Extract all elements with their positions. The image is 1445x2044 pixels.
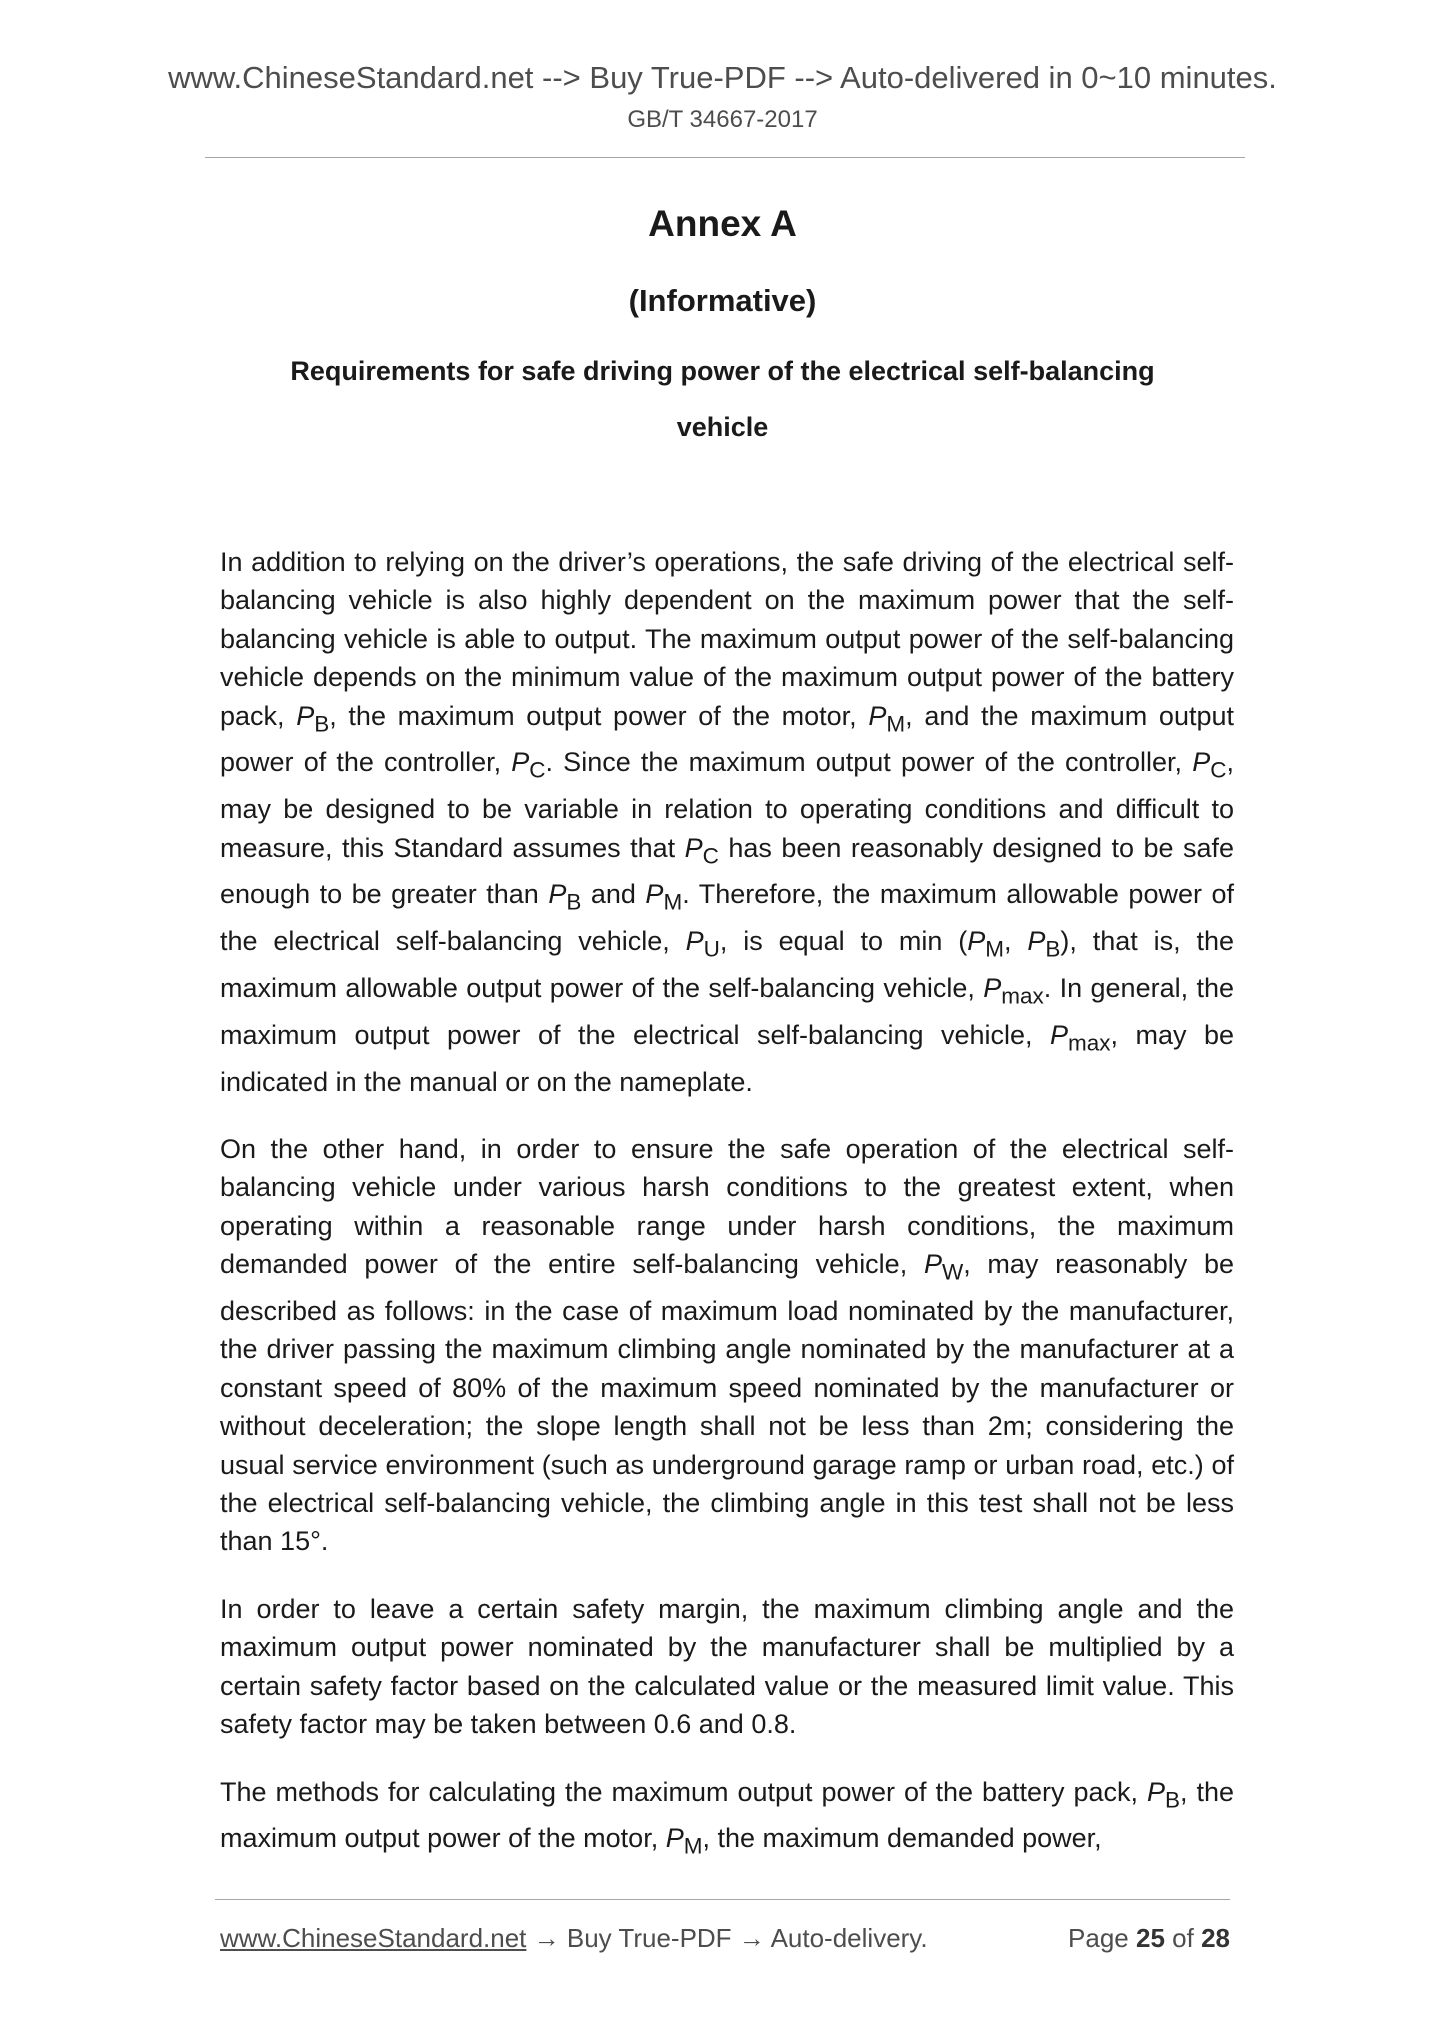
title-block (0, 200, 1445, 455)
annex-heading: Requirements for safe driving power of the electrical self-balancing vehicle (290, 356, 1155, 442)
site-link[interactable]: www.ChineseStandard.net (220, 1923, 527, 1953)
page-number: 25 (1136, 1923, 1165, 1953)
header-divider (205, 157, 1245, 158)
paragraph: In addition to relying on the driver’s operations, the safe driving of the electrical self-balancing vehicle is also highly dependent on the maximum power that the self-balancing vehicle is able to output. The maximum output power of the self-balancing vehicle depends on the minimum value of the maximum output power of the battery pack, $P_B$, the maximum output power of the motor, $P_M$, and the maximum output power of the controller, $P_C$. Since the maximum output power of the controller, $P_C$, may be designed to be variable in relation to operating conditions and difficult to measure, this Standard assumes that $P_C$ has been reasonably designed to be safe enough to be greater than $P_B$ and $P_M$. Therefore, the maximum allowable power of the electrical self-balancing vehicle, $P_U$, is equal to $\min (P_M$, $P_B$), that is, the maximum allowable output power of the self-balancing vehicle, $P_{max}$. In general, the maximum output power of the electrical self-balancing vehicle, $P_{max}$, may be indicated in the manual or on the nameplate. (220, 547, 1235, 1097)
standard-number: GB/T 34667-2017 (627, 106, 818, 133)
of-label: of (1172, 1923, 1194, 1953)
body-text (220, 543, 1234, 1895)
footer-text: → Buy True-PDF → Auto-delivery. (526, 1923, 928, 1953)
paragraph: In order to leave a certain safety margin, the maximum climbing angle and the maximum output power nominated by the manufacturer shall be multiplied by a certain safety factor based on the calculated value or the measured limit value. This safety factor may be taken between 0.6 and 0.8. (220, 1593, 1234, 1740)
total-pages: 28 (1201, 1923, 1230, 1953)
page-label: Page (1068, 1923, 1129, 1953)
footer-links (220, 1920, 928, 1956)
annex-title: Annex A (648, 203, 797, 244)
page-indicator (1068, 1920, 1230, 1956)
paragraph: On the other hand, in order to ensure the safe operation of the electrical self-balancing vehicle under various harsh conditions to the greatest extent, when operating within a reasonable range under harsh conditions, the maximum demanded power of the entire self-balancing vehicle, $P_W$, may reasonably be described as follows: in the case of maximum load nominated by the manufacturer, the driver passing the maximum climbing angle nominated by the manufacturer at a constant speed of 80% of the maximum speed nominated by the manufacturer or without deceleration; the slope length shall not be less than 2m; considering the usual service environment (such as underground garage ramp or urban road, etc.) of the electrical self-balancing vehicle, the climbing angle in this test shall not be less than 15°. (220, 1134, 1234, 1557)
paragraph: The methods for calculating the maximum output power of the battery pack, $P_B$, the maximum output power of the motor, $P_M$, the maximum demanded power, (220, 1776, 1234, 1859)
annex-type: (Informative) (628, 283, 817, 318)
header-banner: www.ChineseStandard.net --> Buy True-PDF --> Auto-delivered in 0~10 minutes. (168, 60, 1277, 95)
footer-divider (215, 1899, 1230, 1900)
